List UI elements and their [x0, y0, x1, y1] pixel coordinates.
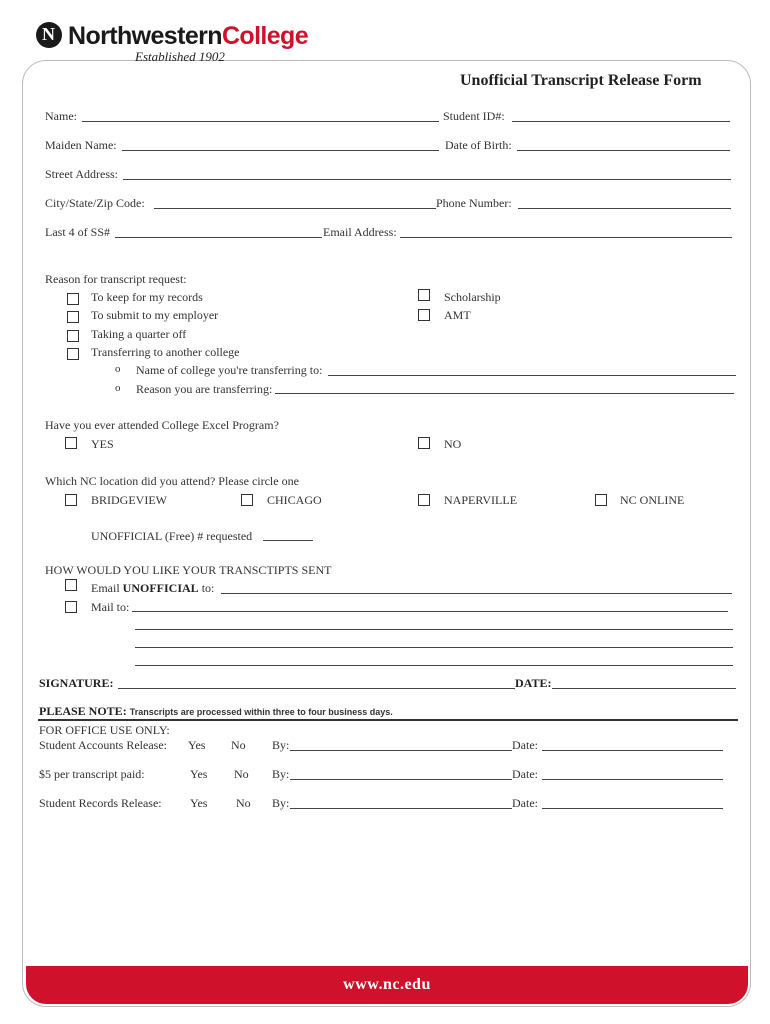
office-row-date-field[interactable]: [542, 779, 723, 780]
office-row-by: By:: [272, 796, 290, 810]
office-row-no: No: [231, 738, 246, 752]
location-naperville-checkbox[interactable]: [418, 494, 430, 506]
excel-yes-label: YES: [91, 437, 114, 451]
logo-name-part2: College: [221, 22, 309, 50]
reason-records-label: To keep for my records: [91, 290, 203, 304]
name-label: Name:: [45, 109, 77, 123]
office-row-date: Date:: [512, 738, 538, 752]
office-row-by: By:: [272, 767, 290, 781]
signature-label: SIGNATURE:: [39, 676, 114, 690]
logo-established: Established 1902: [135, 49, 225, 64]
office-row-yes: Yes: [188, 738, 206, 752]
divider: [38, 719, 738, 721]
reason-transferring-checkbox[interactable]: [67, 348, 79, 360]
logo-icon: N: [36, 22, 62, 48]
location-bridgeview-label: BRIDGEVIEW: [91, 493, 167, 507]
reason-employer-checkbox[interactable]: [67, 311, 79, 323]
office-row-date: Date:: [512, 767, 538, 781]
send-email-label: Email UNOFFICIAL to:: [91, 581, 215, 595]
office-row-no: No: [234, 767, 249, 781]
excel-question: Have you ever attended College Excel Program?: [45, 418, 279, 432]
reason-amt-label: AMT: [444, 308, 471, 322]
office-row-label: $5 per transcript paid:: [39, 767, 145, 781]
excel-yes-checkbox[interactable]: [65, 437, 77, 449]
location-chicago-label: CHICAGO: [267, 493, 322, 507]
office-row-no: No: [236, 796, 251, 810]
reason-quarter-off-label: Taking a quarter off: [91, 327, 187, 341]
ss-field[interactable]: [115, 237, 322, 238]
reason-employer-label: To submit to my employer: [91, 308, 219, 322]
dob-field[interactable]: [517, 150, 730, 151]
mail-address-field-4[interactable]: [135, 665, 733, 666]
mail-address-field-3[interactable]: [135, 647, 733, 648]
college-name-label: Name of college you're transferring to:: [136, 363, 323, 377]
reason-records-checkbox[interactable]: [67, 293, 79, 305]
reason-quarter-off-checkbox[interactable]: [67, 330, 79, 342]
transfer-reason-label: Reason you are transferring:: [136, 382, 273, 396]
signature-date-label: DATE:: [515, 676, 552, 690]
requested-count-field[interactable]: [263, 540, 313, 541]
email-label: Email Address:: [323, 225, 397, 239]
send-email-checkbox[interactable]: [65, 579, 77, 591]
bullet-icon: o: [115, 382, 121, 394]
street-label: Street Address:: [45, 167, 118, 181]
office-row-yes: Yes: [190, 796, 208, 810]
maiden-name-label: Maiden Name:: [45, 138, 117, 152]
location-bridgeview-checkbox[interactable]: [65, 494, 77, 506]
ss-label: Last 4 of SS#: [45, 225, 111, 239]
maiden-name-field[interactable]: [122, 150, 439, 151]
mail-address-field-2[interactable]: [135, 629, 733, 630]
logo-name-part1: Northwestern: [68, 22, 222, 50]
office-row-date-field[interactable]: [542, 750, 723, 751]
form-title: Unofficial Transcript Release Form: [460, 72, 702, 89]
location-question: Which NC location did you attend? Please circle one: [45, 474, 299, 488]
office-row-by: By:: [272, 738, 290, 752]
signature-date-field[interactable]: [552, 688, 736, 689]
office-row-date-field[interactable]: [542, 808, 723, 809]
office-row-yes: Yes: [190, 767, 208, 781]
dob-label: Date of Birth:: [445, 138, 512, 152]
please-note: PLEASE NOTE: Transcripts are processed within three to four business days.: [39, 704, 393, 718]
bullet-icon: o: [115, 363, 121, 375]
footer-bar: [26, 966, 748, 1004]
location-chicago-checkbox[interactable]: [241, 494, 253, 506]
requested-label: UNOFFICIAL (Free) # requested: [91, 529, 253, 543]
email-field[interactable]: [400, 237, 732, 238]
logo-wordmark: [68, 22, 308, 51]
send-mail-label: Mail to:: [91, 600, 130, 614]
city-field[interactable]: [154, 208, 436, 209]
office-row-label: Student Accounts Release:: [39, 738, 167, 752]
excel-no-checkbox[interactable]: [418, 437, 430, 449]
office-row-by-field[interactable]: [290, 779, 512, 780]
office-heading: FOR OFFICE USE ONLY:: [39, 723, 170, 737]
city-label: City/State/Zip Code:: [45, 196, 145, 210]
college-name-field[interactable]: [328, 375, 736, 376]
transfer-reason-field[interactable]: [275, 393, 734, 394]
send-mail-checkbox[interactable]: [65, 601, 77, 613]
student-id-field[interactable]: [512, 121, 730, 122]
office-row-label: Student Records Release:: [39, 796, 162, 810]
street-field[interactable]: [123, 179, 731, 180]
footer-url[interactable]: www.nc.edu: [343, 976, 431, 993]
office-row-by-field[interactable]: [290, 808, 512, 809]
phone-label: Phone Number:: [436, 196, 512, 210]
reason-heading: Reason for transcript request:: [45, 272, 187, 286]
mail-address-field-1[interactable]: [132, 611, 728, 612]
reason-transferring-label: Transferring to another college: [91, 345, 240, 359]
name-field[interactable]: [82, 121, 439, 122]
signature-field[interactable]: [118, 688, 515, 689]
student-id-label: Student ID#:: [443, 109, 505, 123]
excel-no-label: NO: [444, 437, 462, 451]
location-online-checkbox[interactable]: [595, 494, 607, 506]
office-row-by-field[interactable]: [290, 750, 512, 751]
office-row-date: Date:: [512, 796, 538, 810]
phone-field[interactable]: [518, 208, 731, 209]
location-naperville-label: NAPERVILLE: [444, 493, 518, 507]
send-heading: HOW WOULD YOU LIKE YOUR TRANSCTIPTS SENT: [45, 563, 332, 577]
location-online-label: NC ONLINE: [620, 493, 685, 507]
send-email-field[interactable]: [221, 593, 732, 594]
reason-scholarship-checkbox[interactable]: [418, 289, 430, 301]
reason-scholarship-label: Scholarship: [444, 290, 501, 304]
reason-amt-checkbox[interactable]: [418, 309, 430, 321]
